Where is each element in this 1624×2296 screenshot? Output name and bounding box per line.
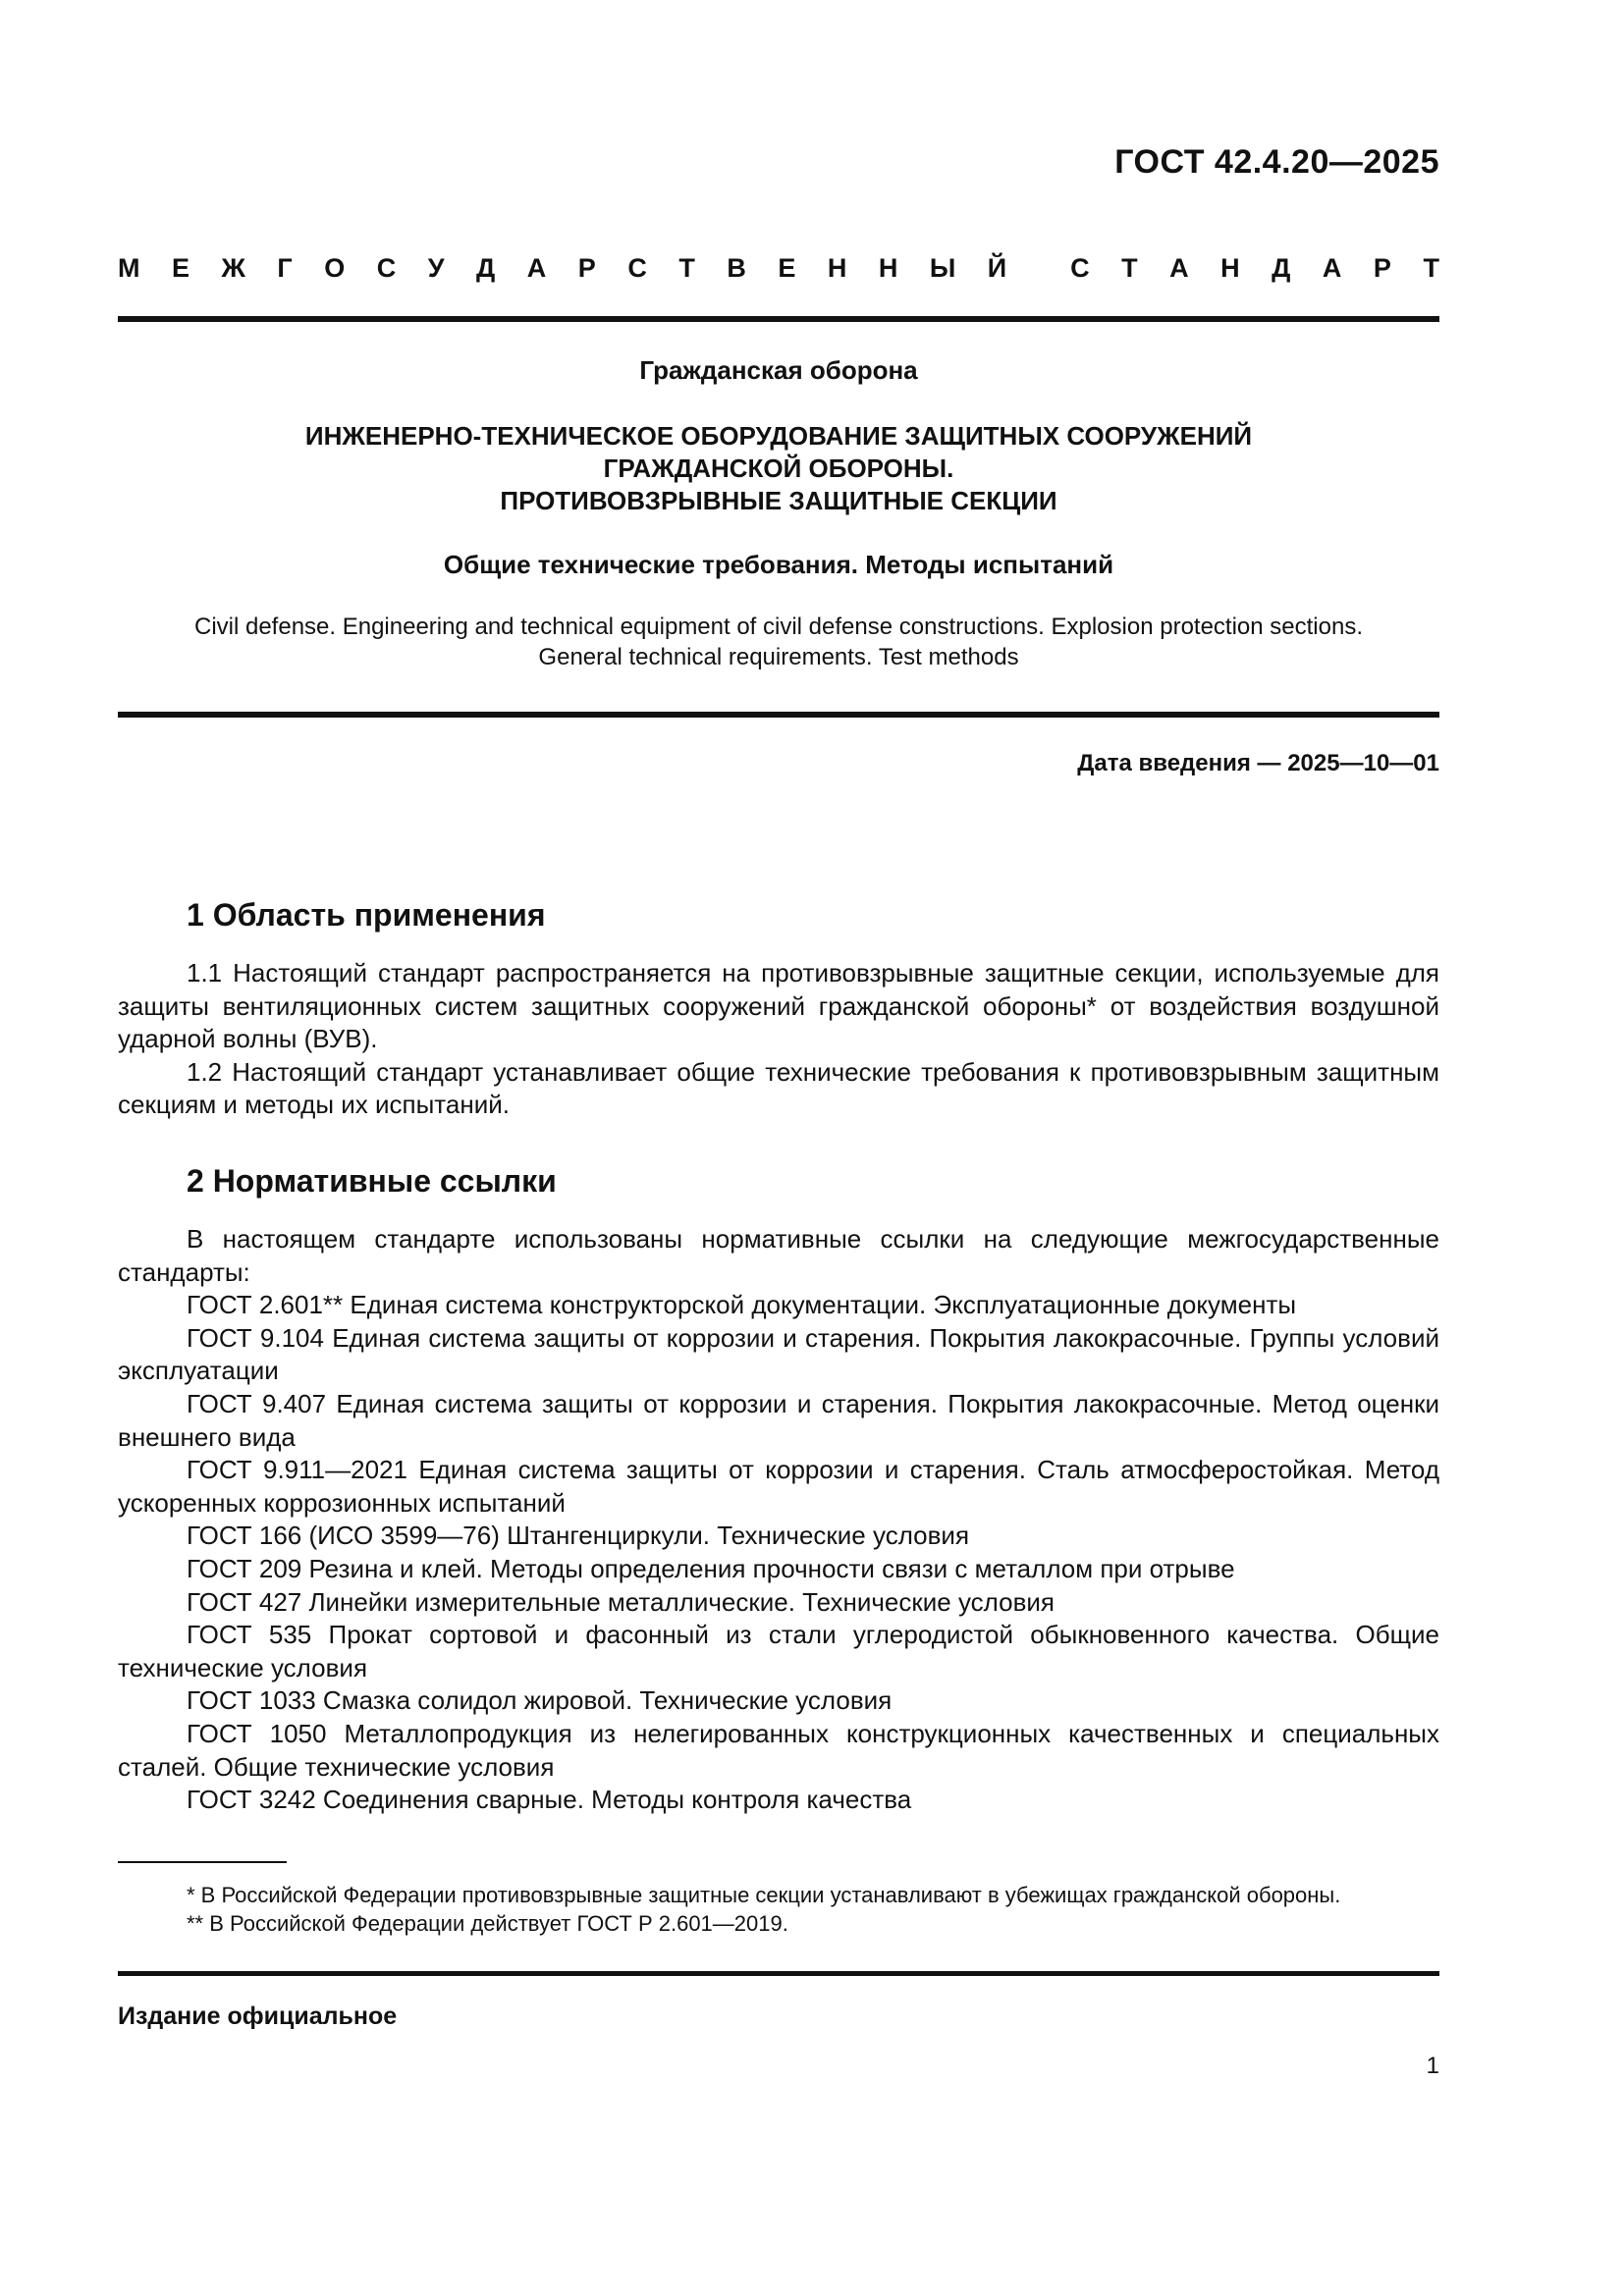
- official-edition-label: Издание официальное: [118, 2002, 398, 2030]
- reference-item: ГОСТ 1050 Металлопродукция из нелегированных конструкционных качественных и специальных сталей. Общие технические условия: [118, 1718, 1439, 1782]
- paragraph: 1.2 Настоящий стандарт устанавливает общие технические требования к противовзрывным защитным секциям и методы их испытаний.: [118, 1056, 1439, 1120]
- english-title-line: Civil defense. Engineering and technical equipment of civil defense constructions. Explosion protection sections.: [193, 614, 1363, 640]
- section-label: Гражданская оборона: [639, 355, 918, 385]
- standard-kind-letter: Е: [778, 253, 796, 283]
- reference-item: ГОСТ 1033 Смазка солидол жировой. Технические условия: [187, 1685, 893, 1716]
- document-subtitle: Общие технические требования. Методы испытаний: [443, 550, 1114, 579]
- standard-kind-letter: А: [1322, 253, 1342, 283]
- standard-kind-letter: Н: [878, 253, 898, 283]
- english-title: [118, 612, 1439, 672]
- section-heading-scope: 1 Область применения: [187, 897, 546, 933]
- reference-item: ГОСТ 3242 Соединения сварные. Методы контроля качества: [187, 1785, 912, 1815]
- standard-kind-letter: О: [324, 253, 346, 283]
- standard-kind-letter: Р: [577, 253, 596, 283]
- standard-kind-letter: М: [118, 253, 140, 283]
- standard-kind-letter: С: [627, 253, 647, 283]
- standard-kind-letter: Р: [1373, 253, 1391, 283]
- standard-kind-letter: А: [1169, 253, 1189, 283]
- standard-kind-letter: А: [526, 253, 547, 283]
- reference-item: ГОСТ 166 (ИСО 3599—76) Штангенциркули. Технические условия: [187, 1521, 970, 1551]
- standard-kind-letter: В: [727, 253, 746, 283]
- footnote: ** В Российской Федерации действует ГОСТ Р 2.601—2019.: [187, 1911, 788, 1936]
- reference-item: ГОСТ 9.911—2021 Единая система защиты от коррозии и старения. Сталь атмосферостойкая. Метод ускоренных коррозионных испытаний: [118, 1455, 1439, 1518]
- standard-kind-letter: Т: [1121, 253, 1138, 283]
- standard-kind-letter: У: [427, 253, 445, 283]
- page-number: 1: [1426, 2053, 1439, 2079]
- english-title-line: General technical requirements. Test methods: [538, 644, 1019, 670]
- footer-divider: [118, 1971, 1439, 1976]
- title-line: ГРАЖДАНСКОЙ ОБОРОНЫ.: [603, 454, 954, 483]
- standard-kind-letter: Т: [678, 253, 695, 283]
- standard-kind-letter: Г: [277, 253, 293, 283]
- standard-kind-heading: [118, 253, 1439, 284]
- reference-item: ГОСТ 9.104 Единая система защиты от коррозии и старения. Покрытия лакокрасочные. Группы условий эксплуатации: [118, 1322, 1439, 1386]
- document-title: [118, 420, 1439, 517]
- header-divider: [118, 316, 1439, 322]
- paragraph: В настоящем стандарте использованы нормативные ссылки на следующие межгосударственные стандарты:: [118, 1224, 1439, 1287]
- paragraph: 1.1 Настоящий стандарт распространяется на противовзрывные защитные секции, используемые для защиты вентиляционных систем защитных сооружений гражданской обороны* от воздействия воздушной ударной волны (ВУВ).: [118, 958, 1439, 1054]
- standard-kind-letter: Е: [172, 253, 190, 283]
- document-number: ГОСТ 42.4.20—2025: [1114, 143, 1439, 181]
- reference-item: ГОСТ 9.407 Единая система защиты от коррозии и старения. Покрытия лакокрасочные. Метод оценки внешнего вида: [118, 1388, 1439, 1452]
- standard-kind-letter: Т: [1423, 253, 1439, 283]
- standard-kind-letter: Д: [1272, 253, 1291, 283]
- standard-kind-letter: Н: [1220, 253, 1240, 283]
- standard-kind-letter: Ж: [221, 253, 245, 283]
- reference-item: ГОСТ 427 Линейки измерительные металлические. Технические условия: [187, 1586, 1055, 1617]
- reference-item: ГОСТ 2.601** Единая система конструкторской документации. Эксплуатационные документы: [187, 1290, 1297, 1320]
- scope-body: [118, 957, 1439, 1122]
- references-body: [118, 1223, 1439, 1817]
- introduction-date: Дата введения — 2025—10—01: [1077, 750, 1439, 776]
- title-divider: [118, 712, 1439, 718]
- standard-kind-letter: С: [1070, 253, 1090, 283]
- standard-kind-letter: Й: [987, 253, 1007, 283]
- standard-kind-letter: Д: [476, 253, 496, 283]
- reference-item: ГОСТ 535 Прокат сортовой и фасонный из стали углеродистой обыкновенного качества. Общие технические условия: [118, 1620, 1439, 1682]
- standard-kind-letter: Ы: [929, 253, 956, 283]
- standard-kind-letter: Н: [827, 253, 847, 283]
- footnotes: [118, 1881, 1439, 1938]
- section-heading-references: 2 Нормативные ссылки: [187, 1163, 557, 1199]
- footnote: * В Российской Федерации противовзрывные защитные секции устанавливают в убежищах гражданской обороны.: [187, 1883, 1341, 1907]
- title-line: ИНЖЕНЕРНО-ТЕХНИЧЕСКОЕ ОБОРУДОВАНИЕ ЗАЩИТНЫХ СООРУЖЕНИЙ: [304, 421, 1253, 451]
- reference-item: ГОСТ 209 Резина и клей. Методы определения прочности связи с металлом при отрыве: [187, 1553, 1235, 1583]
- footnote-separator: [118, 1861, 287, 1863]
- title-line: ПРОТИВОВЗРЫВНЫЕ ЗАЩИТНЫЕ СЕКЦИИ: [500, 486, 1057, 515]
- standard-kind-letter: С: [376, 253, 397, 283]
